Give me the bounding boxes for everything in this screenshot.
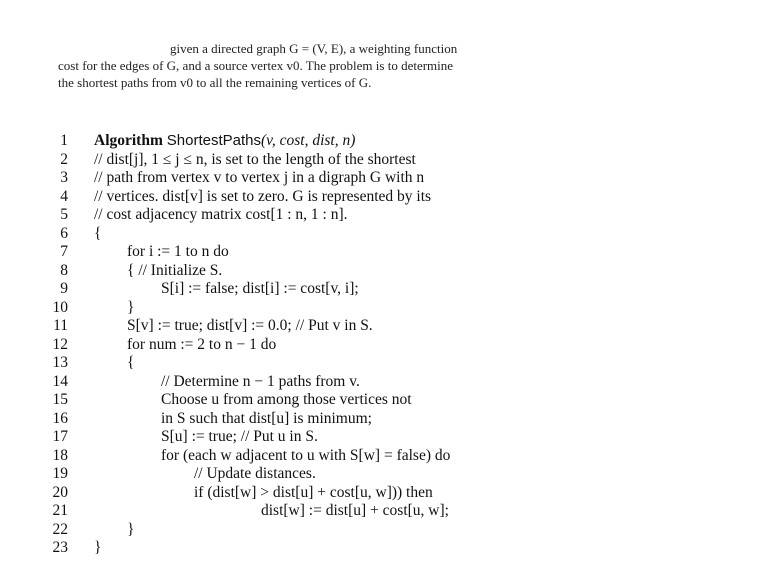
code-text: // path from vertex v to vertex j in a digraph G with n xyxy=(94,169,425,186)
code-line xyxy=(0,188,761,207)
algorithm-keyword: Algorithm xyxy=(94,132,163,149)
line-number: 1 xyxy=(60,132,68,149)
intro-line-1: given a directed graph G = (V, E), a weighting function xyxy=(170,41,458,56)
line-number: 9 xyxy=(60,280,68,297)
code-text: { xyxy=(127,354,135,371)
code-text: { // Initialize S. xyxy=(127,261,223,279)
code-text: if (dist[w] > dist[u] + cost[u, w])) then xyxy=(194,483,433,501)
line-number: 2 xyxy=(60,150,68,168)
code-line xyxy=(0,262,761,281)
code-line xyxy=(0,169,761,188)
line-number: 14 xyxy=(52,372,68,390)
code-line xyxy=(0,354,761,373)
code-text: // Update distances. xyxy=(194,465,316,482)
code-text: // cost adjacency matrix cost[1 : n, 1 : n]. xyxy=(94,206,348,223)
code-text: S[i] := false; dist[i] := cost[v, i]; xyxy=(161,280,359,297)
code-line xyxy=(0,299,761,318)
code-line xyxy=(0,465,761,484)
code-line xyxy=(0,243,761,262)
code-text: S[u] := true; // Put u in S. xyxy=(161,428,318,445)
line-number: 17 xyxy=(52,428,68,445)
code-line xyxy=(0,317,761,336)
code-line xyxy=(0,447,761,466)
code-line xyxy=(0,539,761,558)
line-number: 13 xyxy=(52,354,68,371)
code-text: in S such that dist[u] is minimum; xyxy=(161,409,372,427)
line-number: 10 xyxy=(52,298,68,316)
line-number: 8 xyxy=(60,261,68,279)
code-line xyxy=(0,206,761,225)
code-text: for (each w adjacent to u with S[w] = false) do xyxy=(161,446,451,464)
line-number: 6 xyxy=(60,224,68,242)
code-text: // Determine n − 1 paths from v. xyxy=(161,372,360,390)
code-line xyxy=(0,373,761,392)
line-number: 11 xyxy=(53,317,68,334)
code-line xyxy=(0,502,761,521)
code-text: { xyxy=(94,224,102,242)
line-number: 22 xyxy=(52,520,68,538)
line-number: 23 xyxy=(52,539,68,556)
algorithm-name: ShortestPaths xyxy=(166,132,261,149)
line-number: 5 xyxy=(60,206,68,223)
algorithm-listing xyxy=(0,132,761,558)
code-text: for num := 2 to n − 1 do xyxy=(127,335,277,353)
code-text: // vertices. dist[v] is set to zero. G is represented by its xyxy=(94,187,432,205)
code-text: // dist[j], 1 ≤ j ≤ n, is set to the length of the shortest xyxy=(94,150,416,168)
code-text: dist[w] := dist[u] + cost[u, w]; xyxy=(261,502,449,519)
line-number: 16 xyxy=(52,409,68,427)
code-line xyxy=(0,336,761,355)
intro-line-3: the shortest paths from v0 to all the remaining vertices of G. xyxy=(58,75,372,90)
code-line xyxy=(0,391,761,410)
code-text: } xyxy=(127,298,135,316)
line-number: 15 xyxy=(52,391,68,408)
algorithm-params: (v, cost, dist, n) xyxy=(260,132,356,149)
code-line xyxy=(0,410,761,429)
code-text: S[v] := true; dist[v] := 0.0; // Put v in S. xyxy=(127,317,373,334)
line-number: 12 xyxy=(52,335,68,353)
code-text: } xyxy=(94,539,102,556)
line-number: 18 xyxy=(52,446,68,464)
line-number: 20 xyxy=(52,483,68,501)
intro-line-2: cost for the edges of G, and a source vertex v0. The problem is to determine xyxy=(58,58,454,73)
code-line xyxy=(0,280,761,299)
code-line xyxy=(0,428,761,447)
code-line xyxy=(0,484,761,503)
line-number: 3 xyxy=(60,169,68,186)
code-text: for i := 1 to n do xyxy=(127,243,229,260)
code-line xyxy=(0,225,761,244)
line-number: 19 xyxy=(52,465,68,482)
code-line xyxy=(0,132,761,151)
line-number: 4 xyxy=(60,187,68,205)
code-line xyxy=(0,151,761,170)
code-text: } xyxy=(127,520,135,538)
code-line xyxy=(0,521,761,540)
line-number: 21 xyxy=(52,502,68,519)
code-text: Choose u from among those vertices not xyxy=(161,391,412,408)
intro-paragraph xyxy=(58,40,538,91)
line-number: 7 xyxy=(60,243,68,260)
algorithm-header xyxy=(94,132,355,151)
